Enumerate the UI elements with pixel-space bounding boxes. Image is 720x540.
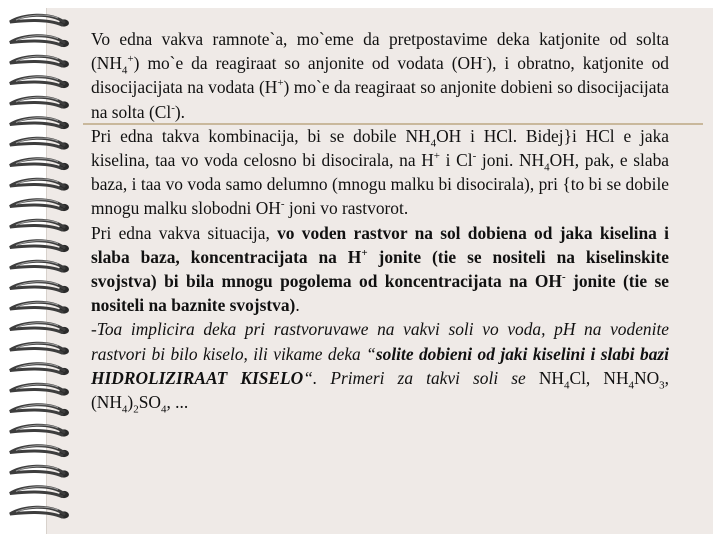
spiral-ring xyxy=(10,261,69,272)
text: ), i obratno, katjonite od disocijacijata na vodata (H xyxy=(91,53,669,98)
subscript: 4 xyxy=(564,379,570,392)
spiral-ring xyxy=(10,241,69,252)
text: . xyxy=(295,295,300,316)
spiral-ring xyxy=(10,36,69,47)
formula-text: , ... xyxy=(166,392,189,413)
text-content xyxy=(91,27,669,414)
formula-text: SO xyxy=(138,392,161,413)
paragraph-1 xyxy=(91,27,669,124)
subscript: 4 xyxy=(160,403,167,416)
spiral-ring xyxy=(10,487,69,498)
spiral-binding xyxy=(0,0,80,540)
superscript: + xyxy=(127,53,134,66)
superscript: - xyxy=(472,150,477,163)
spiral-ring xyxy=(10,466,69,477)
subscript: 4 xyxy=(430,137,437,150)
superscript: - xyxy=(280,198,285,211)
spiral-ring xyxy=(10,343,69,354)
text: ) mo`e da reagiraat so anjonite od vodata (OH xyxy=(133,53,483,74)
text: ). xyxy=(174,101,185,122)
subscript: 3 xyxy=(659,379,665,392)
spiral-ring xyxy=(10,446,69,457)
spiral-ring xyxy=(10,405,69,416)
spiral-ring xyxy=(10,220,69,231)
paragraph-4 xyxy=(91,317,669,414)
text: vo voden rastvor na sol dobiena od jaka kiselina i slaba baza, koncentracijata na H xyxy=(91,222,669,267)
formula-text: NH xyxy=(538,367,564,388)
spiral-ring xyxy=(10,200,69,211)
subscript: 4 xyxy=(628,379,635,392)
text: OH i HCl. Bidej}i HCl e jaka kiselina, taa vo voda celosno bi disocirala, na H xyxy=(91,125,669,171)
italic-text: “. Primeri za takvi soli se xyxy=(303,367,539,388)
formula-text: , (NH xyxy=(91,367,669,413)
spiral-ring xyxy=(10,302,69,313)
spiral-ring xyxy=(10,56,69,67)
text: Pri edna vakva situacija, xyxy=(91,222,278,243)
text: joni. NH xyxy=(476,150,545,171)
text: i Cl xyxy=(440,150,473,171)
spiral-ring xyxy=(10,97,69,108)
text: joni vo rastvorot. xyxy=(284,198,409,219)
text: jonite (tie se nositeli na kiselinskite svojstva) bi bila mnogu pogolema od koncentracijata na OH xyxy=(91,246,669,292)
paragraph-2 xyxy=(91,124,669,221)
superscript: + xyxy=(361,247,368,260)
spiral-ring xyxy=(10,282,69,293)
spiral-ring xyxy=(10,384,69,395)
spiral-ring xyxy=(10,364,69,375)
subscript: 4 xyxy=(121,64,128,77)
formula-text: ) xyxy=(127,392,134,413)
paragraph-3 xyxy=(91,221,669,318)
superscript: - xyxy=(482,53,487,66)
text: OH, pak, e slaba baza, i taa vo voda samo delumno (mnogu malku bi disocirala), pri {to bi se dobile mnogu malku slobodni OH xyxy=(91,150,669,219)
spiral-ring xyxy=(10,179,69,190)
spiral-ring xyxy=(10,138,69,149)
superscript: + xyxy=(433,150,440,163)
text: ) mo`e da reagiraat so anjonite dobieni so disocijacijata na solta (Cl xyxy=(91,77,669,122)
text: jonite (tie se nositeli na baznite svojstva) xyxy=(91,271,669,316)
spiral-ring xyxy=(10,77,69,88)
spiral-ring xyxy=(10,323,69,334)
subscript: 4 xyxy=(121,403,128,416)
spiral-ring xyxy=(10,425,69,436)
spiral-ring xyxy=(10,159,69,170)
superscript: - xyxy=(561,271,566,284)
bold-italic-conclusion: solite dobieni od jaki kiselini i slabi bazi HIDROLIZIRAAT KISELO xyxy=(91,343,669,388)
formula-text: Cl, NH xyxy=(569,367,629,388)
formula-text: NO xyxy=(634,367,660,388)
spiral-ring xyxy=(10,507,69,518)
subscript: 4 xyxy=(544,161,550,174)
spiral-ring xyxy=(10,15,69,26)
spiral-ring xyxy=(10,118,69,129)
text: Pri edna takva kombinacija, bi se dobile NH xyxy=(91,125,431,146)
italic-text: -Toa implicira deka pri rastvoruvawe na vakvi soli vo voda, pH na vodenite rastvori bi bilo kiselo, ili vikame deka “ xyxy=(91,319,669,364)
text: Vo edna vakva ramnote`a, mo`eme da pretpostavime deka katjonite od solta (NH xyxy=(91,29,669,74)
superscript: - xyxy=(171,101,175,114)
superscript: + xyxy=(277,77,284,90)
subscript: 2 xyxy=(133,403,139,416)
